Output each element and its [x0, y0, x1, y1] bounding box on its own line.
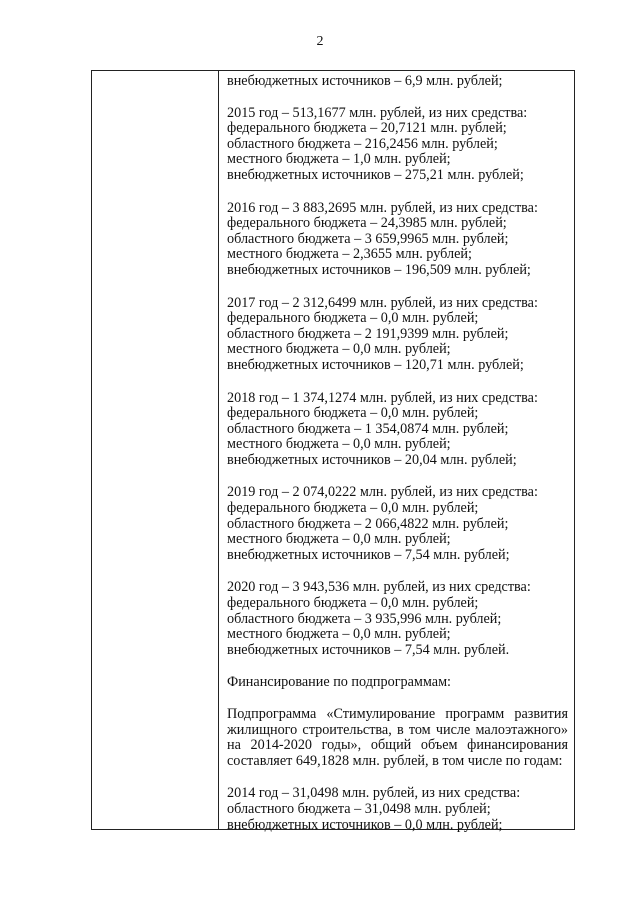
local-budget-line: местного бюджета – 0,0 млн. рублей; — [227, 626, 451, 643]
federal-budget-line: федерального бюджета – 20,7121 млн. рублей; — [227, 120, 507, 137]
regional-budget-line: областного бюджета – 31,0498 млн. рублей; — [227, 800, 491, 817]
year-total-line: 2019 год – 2 074,0222 млн. рублей, из них средства: — [227, 484, 538, 501]
year-total-line: 2014 год – 31,0498 млн. рублей, из них средства: — [227, 785, 521, 802]
subprograms-heading: Финансирование по подпрограммам: — [227, 674, 451, 691]
regional-budget-line: областного бюджета – 3 659,9965 млн. рублей; — [227, 230, 509, 247]
year-total-line: 2016 год – 3 883,2695 млн. рублей, из них средства: — [227, 199, 538, 216]
local-budget-line: местного бюджета – 2,3655 млн. рублей; — [227, 246, 472, 263]
carryover-line — [227, 74, 568, 90]
extrabudgetary-line: внебюджетных источников – 7,54 млн. рублей. — [227, 641, 510, 658]
local-budget-line: местного бюджета – 0,0 млн. рублей; — [227, 436, 451, 453]
regional-budget-line: областного бюджета – 3 935,996 млн. рублей; — [227, 610, 502, 627]
federal-budget-line: федерального бюджета – 0,0 млн. рублей; — [227, 405, 479, 422]
page-number: 2 — [316, 34, 324, 49]
table-left-column — [92, 71, 219, 829]
subprogram-paragraph: Подпрограмма «Стимулирование программ развития жилищного строительства, в том числе малоэтажного» на 2014-2020 годы», общий объем финансирования составляет 649,1828 млн. рублей, в том числе по годам: — [227, 706, 568, 769]
local-budget-line: местного бюджета – 0,0 млн. рублей; — [227, 531, 451, 548]
local-budget-line: местного бюджета – 0,0 млн. рублей; — [227, 341, 451, 358]
local-budget-line: местного бюджета – 1,0 млн. рублей; — [227, 151, 451, 168]
funding-year-2015 — [227, 106, 568, 184]
text-line: внебюджетных источников – 6,9 млн. рублей; — [227, 73, 503, 89]
extrabudgetary-line: внебюджетных источников – 275,21 млн. рублей; — [227, 166, 524, 183]
federal-budget-line: федерального бюджета – 24,3985 млн. рублей; — [227, 215, 507, 232]
table-right-column — [219, 71, 574, 833]
regional-budget-line: областного бюджета – 2 066,4822 млн. рублей; — [227, 515, 509, 532]
extrabudgetary-line: внебюджетных источников – 7,54 млн. рублей; — [227, 546, 510, 563]
extrabudgetary-line: внебюджетных источников – 196,509 млн. рублей; — [227, 261, 531, 278]
year-total-line: 2018 год – 1 374,1274 млн. рублей, из них средства: — [227, 389, 538, 406]
passport-table — [91, 70, 575, 833]
extrabudgetary-line: внебюджетных источников – 20,04 млн. рублей; — [227, 451, 517, 468]
funding-year-2017 — [227, 296, 568, 374]
federal-budget-line: федерального бюджета – 0,0 млн. рублей; — [227, 310, 479, 327]
federal-budget-line: федерального бюджета – 0,0 млн. рублей; — [227, 595, 479, 612]
funding-year-2019 — [227, 485, 568, 563]
funding-year-2018 — [227, 391, 568, 469]
regional-budget-line: областного бюджета – 216,2456 млн. рублей; — [227, 135, 498, 152]
funding-year-2016 — [227, 201, 568, 279]
subprogram-year-2014 — [227, 786, 568, 833]
extrabudgetary-line: внебюджетных источников – 0,0 млн. рублей; — [227, 816, 503, 833]
regional-budget-line: областного бюджета – 1 354,0874 млн. рублей; — [227, 420, 509, 437]
year-total-line: 2017 год – 2 312,6499 млн. рублей, из них средства: — [227, 294, 538, 311]
regional-budget-line: областного бюджета – 2 191,9399 млн. рублей; — [227, 325, 509, 342]
year-total-line: 2015 год – 513,1677 млн. рублей, из них средства: — [227, 104, 528, 121]
extrabudgetary-line: внебюджетных источников – 120,71 млн. рублей; — [227, 356, 524, 373]
federal-budget-line: федерального бюджета – 0,0 млн. рублей; — [227, 500, 479, 517]
funding-year-2020 — [227, 580, 568, 658]
year-total-line: 2020 год – 3 943,536 млн. рублей, из них средства: — [227, 579, 531, 596]
